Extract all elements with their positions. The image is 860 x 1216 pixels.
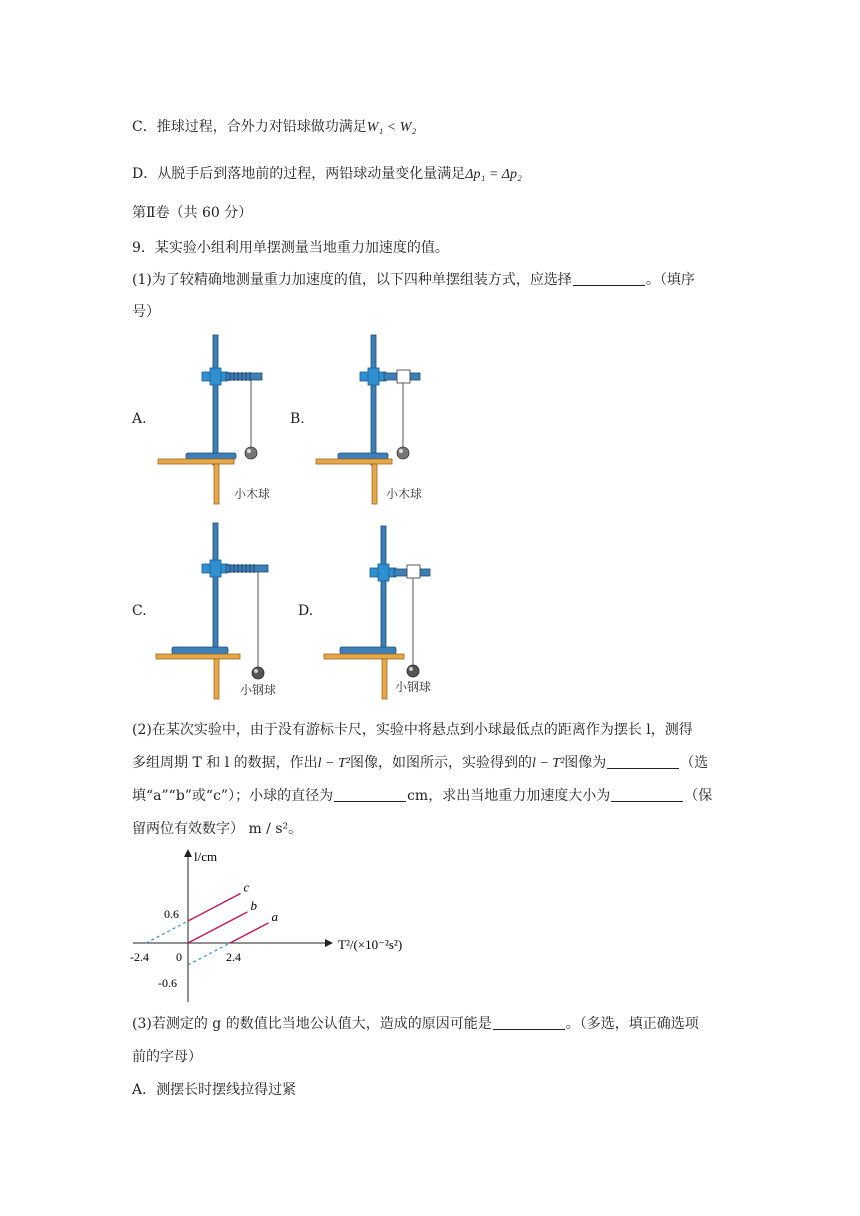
part-2-line-4 <box>132 819 302 839</box>
answer-blank-2[interactable] <box>607 754 679 769</box>
x-axis-label: T²/(×10⁻²s²) <box>338 937 403 952</box>
part-2-text-g: （保 <box>684 788 713 804</box>
formula-l-t2-2: l − T² <box>531 756 565 771</box>
series-line-c <box>188 894 241 922</box>
series-label-c: c <box>243 879 250 895</box>
part-1-tail: 。（填序 <box>645 272 695 288</box>
part-3-text-a: (3)若测定的 g 的数值比当地公认值大，造成的原因可能是 <box>132 1016 492 1032</box>
y-tick-0-6: 0.6 <box>164 907 179 921</box>
answer-blank-5[interactable] <box>493 1015 565 1030</box>
option-c-line <box>132 117 416 138</box>
question-9-stem: 9．某实验小组利用单摆测量当地重力加速度的值。 <box>132 240 449 256</box>
option-d-line <box>132 164 522 185</box>
part-2-text-h: 留两位有效数字） <box>132 821 244 837</box>
part-3-option-a: A．测摆长时摆线拉得过紧 <box>132 1082 297 1098</box>
part-1-line-1 <box>132 270 695 290</box>
option-b-label: B. <box>290 411 305 427</box>
x-tick-2-4: 2.4 <box>226 950 241 964</box>
apparatus-a-figure <box>150 330 290 510</box>
series-label-a: a <box>271 908 278 924</box>
part-2-text-i: 。 <box>288 821 303 837</box>
apparatus-b-figure <box>308 330 448 510</box>
option-c-text: C．推球过程，合外力对铅球做功满足 <box>132 119 367 135</box>
part-2-text-b: 图像，如图所示，实验得到的 <box>349 755 532 771</box>
option-c-label: C. <box>132 603 147 619</box>
option-d-formula: Δp₁ = Δp₂ <box>465 167 522 182</box>
option-d-label: D. <box>298 603 314 619</box>
answer-blank-3[interactable] <box>334 787 406 802</box>
part-3-line-1 <box>132 1014 699 1034</box>
answer-blank-1[interactable] <box>573 271 645 286</box>
part-2-line-2 <box>132 753 708 774</box>
unit-m-s2: m / s² <box>248 821 289 837</box>
option-d-text: D．从脱手后到落地前的过程，两铅球动量变化量满足 <box>132 166 466 182</box>
stand-rod <box>213 335 218 465</box>
series-label-b: b <box>250 897 257 913</box>
part-3-text-b: 。（多选，填正确选项 <box>565 1016 699 1032</box>
answer-blank-4[interactable] <box>611 787 683 802</box>
part-2-line-3 <box>132 786 712 806</box>
clip-block <box>397 370 410 383</box>
series-extension-c <box>146 921 188 943</box>
apparatus-d-figure <box>318 518 458 703</box>
table-top <box>158 459 234 464</box>
section-heading: 第Ⅱ卷（共 60 分） <box>132 205 253 221</box>
part-1-text: (1)为了较精确地测量重力加速度的值，以下四种单摆组装方式，应选择 <box>132 272 572 288</box>
y-tick-neg-0-6: -0.6 <box>158 976 177 990</box>
ball-label-d: 小钢球 <box>395 680 432 694</box>
x-tick-0: 0 <box>176 950 182 964</box>
formula-l-t2: l − T² <box>317 756 350 771</box>
ball-label-a: 小木球 <box>234 487 271 501</box>
part-1-line-2: 号） <box>132 304 160 320</box>
l-t2-graph <box>128 845 438 1005</box>
part-3-line-2: 前的字母） <box>132 1049 202 1065</box>
stand-base <box>186 453 236 459</box>
ball-label-c: 小钢球 <box>240 683 277 697</box>
part-2-text-d: （选 <box>680 755 709 771</box>
part-2-text-f: cm，求出当地重力加速度大小为 <box>407 788 611 804</box>
part-2-text-e: 填“a”“b”或“c”）；小球的直径为 <box>132 788 334 804</box>
part-2-text-a: 多组周期 T 和 l 的数据，作出 <box>132 755 318 771</box>
apparatus-c-figure <box>150 518 290 703</box>
y-axis-label: l/cm <box>194 849 218 864</box>
option-c-formula: W₁ < W₂ <box>366 120 417 135</box>
series-line-a <box>230 923 269 943</box>
x-tick-neg-2-4: -2.4 <box>130 950 149 964</box>
series-extension-a <box>188 943 230 965</box>
ball-label-b: 小木球 <box>386 487 423 501</box>
table-leg <box>214 464 219 504</box>
part-2-line-1: (2)在某次实验中，由于没有游标卡尺，实验中将悬点到小球最低点的距离作为摆长 l，测得 <box>132 722 693 738</box>
part-2-text-c: 图像为 <box>564 755 607 771</box>
option-a-label: A. <box>132 411 147 427</box>
ball <box>245 447 257 459</box>
